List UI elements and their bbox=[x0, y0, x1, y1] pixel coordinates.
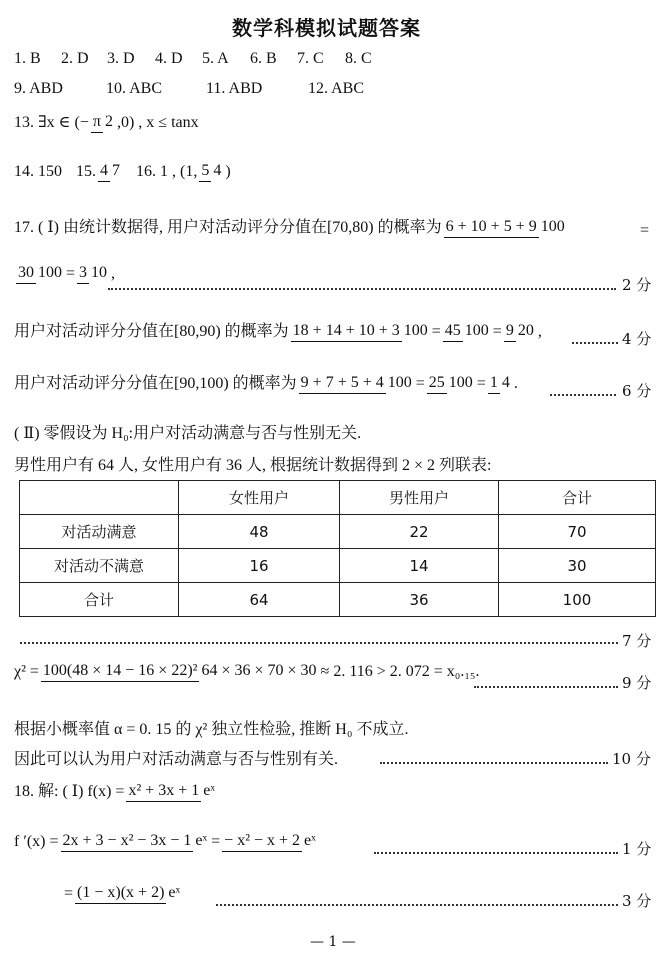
punctuation: . bbox=[513, 375, 518, 392]
fraction bbox=[77, 264, 109, 284]
answer-13-tail: ,0) , x ≤ tanx bbox=[116, 114, 199, 131]
fraction-numerator: 25 bbox=[427, 375, 447, 394]
answer-item: 10. ABC bbox=[106, 80, 163, 97]
table-row bbox=[20, 549, 656, 583]
table-header-cell: 男性用户 bbox=[340, 481, 499, 515]
table-cell: 30 bbox=[499, 549, 656, 583]
part-2-description: 男性用户有 64 人, 女性用户有 36 人, 根据统计数据得到 2 × 2 列联表: bbox=[14, 457, 492, 474]
table-header-row bbox=[20, 481, 656, 515]
table-cell: 合计 bbox=[20, 583, 179, 617]
fraction-denominator: 100 bbox=[540, 218, 565, 236]
fraction-numerator: 30 bbox=[16, 265, 36, 284]
answer-16-label: 16. 1 , (1, bbox=[136, 162, 198, 180]
fraction-denominator: 100 bbox=[448, 374, 473, 392]
leader-dots bbox=[20, 642, 618, 644]
leader-dots bbox=[108, 288, 616, 290]
fraction-denominator: 2 bbox=[104, 113, 113, 131]
table-cell: 36 bbox=[340, 583, 499, 617]
fraction-denominator: 20 bbox=[517, 322, 534, 340]
answers-14-16 bbox=[14, 162, 231, 182]
q17-line-2-text: 用户对活动评分分值在[80,90) 的概率为 bbox=[14, 323, 289, 340]
table-cell: 对活动满意 bbox=[20, 515, 179, 549]
fraction bbox=[444, 218, 567, 238]
table-row bbox=[20, 515, 656, 549]
answer-item: 8. C bbox=[345, 50, 372, 67]
fraction-denominator: eˣ bbox=[304, 832, 316, 849]
mc-row-1 bbox=[14, 50, 372, 68]
answer-item: 7. C bbox=[297, 50, 324, 67]
fraction-denominator: 4 bbox=[213, 162, 222, 179]
fraction-denominator: eˣ bbox=[195, 832, 208, 849]
fraction bbox=[75, 884, 182, 904]
table-cell: 48 bbox=[179, 515, 340, 549]
table-cell: 100 bbox=[499, 583, 656, 617]
table-cell: 对活动不满意 bbox=[20, 549, 179, 583]
answer-item: 9. ABD bbox=[14, 80, 63, 97]
fraction bbox=[98, 162, 122, 182]
fraction bbox=[199, 162, 223, 182]
fraction-denominator: 4 bbox=[501, 374, 510, 392]
q17-line-1 bbox=[14, 214, 569, 238]
fraction-numerator: 3 bbox=[77, 265, 89, 284]
chi-square-formula bbox=[14, 662, 480, 682]
fraction bbox=[427, 374, 475, 394]
q17-line-3: 用户对活动评分分值在[80,90) 的概率为 18 + 14 + 10 + 3 100=45 100=9 20 , bbox=[14, 318, 542, 342]
contingency-table bbox=[19, 480, 656, 617]
fraction bbox=[91, 113, 115, 133]
answer-item: 4. D bbox=[155, 50, 183, 67]
fraction-numerator: − x² − x + 2 bbox=[222, 833, 302, 852]
fraction bbox=[443, 322, 491, 342]
fraction bbox=[61, 832, 210, 852]
score-marker: 1 分 bbox=[622, 840, 652, 858]
fraction bbox=[291, 322, 430, 342]
fraction-numerator: 1 bbox=[488, 375, 500, 394]
leader-dots bbox=[474, 686, 618, 688]
table-cell: 64 bbox=[179, 583, 340, 617]
q18-derivative: f ′(x) = 2x + 3 − x² − 3x − 1 eˣ=− x² − x + 2 eˣ bbox=[14, 832, 320, 852]
score-marker: 9 分 bbox=[622, 674, 652, 692]
q18-line-1 bbox=[14, 778, 219, 802]
fraction bbox=[41, 662, 319, 682]
answer-item: 11. ABD bbox=[206, 80, 263, 97]
leader-dots bbox=[550, 394, 616, 396]
fraction-denominator: 100 bbox=[403, 322, 428, 340]
answer-item: 3. D bbox=[107, 50, 135, 67]
fraction bbox=[488, 374, 512, 394]
answer-item: 1. B bbox=[14, 50, 41, 67]
answer-15-label: 15. bbox=[76, 162, 96, 180]
chi-square-result: ≈ 2. 116 > 2. 072 = x₀.₁₅. bbox=[320, 662, 480, 680]
q17-line-3-text: 用户对活动评分分值在[90,100) 的概率为 bbox=[14, 375, 297, 392]
page-title: 数学科模拟试题答案 bbox=[232, 16, 421, 40]
answer-item: 12. ABC bbox=[308, 80, 365, 97]
fraction-numerator: π bbox=[91, 114, 103, 133]
score-marker: 7 分 bbox=[622, 632, 652, 650]
q18-derivative-factored: =(1 − x)(x + 2) eˣ bbox=[64, 884, 184, 904]
score-marker: 6 分 bbox=[622, 382, 652, 400]
table-cell: 70 bbox=[499, 515, 656, 549]
fraction-numerator: 45 bbox=[443, 323, 463, 342]
mc-row-2 bbox=[14, 80, 364, 98]
table-cell: 14 bbox=[340, 549, 499, 583]
fraction-numerator: 5 bbox=[199, 163, 211, 182]
punctuation: , bbox=[537, 323, 542, 340]
fraction-numerator: 100(48 × 14 − 16 × 22)² bbox=[41, 663, 200, 682]
conclusion-2: 因此可以认为用户对活动满意与否与性别有关. bbox=[14, 751, 339, 768]
q17-line-4: 用户对活动评分分值在[90,100) 的概率为 9 + 7 + 5 + 4 100=25 100=1 4 . bbox=[14, 370, 518, 394]
fraction bbox=[299, 374, 414, 394]
equals-sign: = bbox=[640, 222, 650, 239]
answer-13 bbox=[14, 112, 199, 133]
fraction-numerator: (1 − x)(x + 2) bbox=[75, 885, 166, 904]
table-header-cell: 合计 bbox=[499, 481, 656, 515]
fraction-denominator: 10 bbox=[91, 264, 108, 281]
table-header-cell bbox=[20, 481, 179, 515]
q17-intro: 17. ( Ⅰ) 由统计数据得, 用户对活动评分分值在[70,80) 的概率为 bbox=[14, 219, 442, 236]
fraction-numerator: 9 bbox=[504, 323, 516, 342]
fraction-denominator: 64 × 36 × 70 × 30 bbox=[201, 662, 317, 679]
answer-14: 14. 150 bbox=[14, 162, 62, 180]
fraction bbox=[504, 322, 536, 342]
score-marker: 3 分 bbox=[622, 892, 652, 910]
fraction-numerator: x² + 3x + 1 bbox=[126, 783, 201, 802]
fraction-denominator: 100 bbox=[38, 264, 62, 281]
punctuation: , bbox=[111, 264, 116, 282]
fraction-denominator: eˣ bbox=[203, 782, 216, 800]
q18-label: 18. 解: ( Ⅰ) f(x) = bbox=[14, 783, 125, 800]
conclusion-1: 根据小概率值 α = 0. 15 的 χ² 独立性检验, 推断 H₀ 不成立. bbox=[14, 721, 409, 738]
fraction-numerator: 18 + 14 + 10 + 3 bbox=[291, 323, 402, 342]
table-row bbox=[20, 583, 656, 617]
table-header-cell: 女性用户 bbox=[179, 481, 340, 515]
q17-line-2: 30 100=3 10 , bbox=[14, 264, 115, 284]
answer-13-label: 13. ∃x ∈ (− bbox=[14, 114, 89, 131]
answer-item: 2. D bbox=[61, 50, 89, 67]
fraction-numerator: 4 bbox=[98, 163, 110, 182]
leader-dots bbox=[572, 342, 618, 344]
leader-dots bbox=[374, 852, 618, 854]
chi-square-label: χ² = bbox=[14, 662, 39, 680]
fraction-numerator: 2x + 3 − x² − 3x − 1 bbox=[61, 833, 194, 852]
leader-dots bbox=[380, 762, 608, 764]
table-cell: 16 bbox=[179, 549, 340, 583]
fraction bbox=[16, 264, 64, 284]
fraction-denominator: 7 bbox=[112, 162, 120, 179]
fraction-numerator: 6 + 10 + 5 + 9 bbox=[444, 219, 539, 238]
answer-16-tail: ) bbox=[225, 162, 231, 180]
fraction-denominator: eˣ bbox=[168, 884, 181, 901]
part-2-hypothesis: ( Ⅱ) 零假设为 H₀:用户对活动满意与否与性别无关. bbox=[14, 425, 362, 442]
answer-item: 5. A bbox=[202, 50, 229, 67]
score-marker: 10 分 bbox=[612, 750, 651, 768]
score-marker: 4 分 bbox=[622, 330, 652, 348]
page-number: — 1 — bbox=[310, 934, 356, 950]
score-marker: 2 分 bbox=[622, 276, 652, 294]
leader-dots bbox=[216, 904, 618, 906]
table-cell: 22 bbox=[340, 515, 499, 549]
fraction-numerator: 9 + 7 + 5 + 4 bbox=[299, 375, 386, 394]
fraction-denominator: 100 bbox=[387, 374, 412, 392]
fraction bbox=[222, 832, 318, 852]
answer-item: 6. B bbox=[250, 50, 277, 67]
fraction bbox=[126, 782, 217, 802]
derivative-label: f ′(x) = bbox=[14, 832, 59, 850]
fraction-denominator: 100 bbox=[464, 322, 489, 340]
